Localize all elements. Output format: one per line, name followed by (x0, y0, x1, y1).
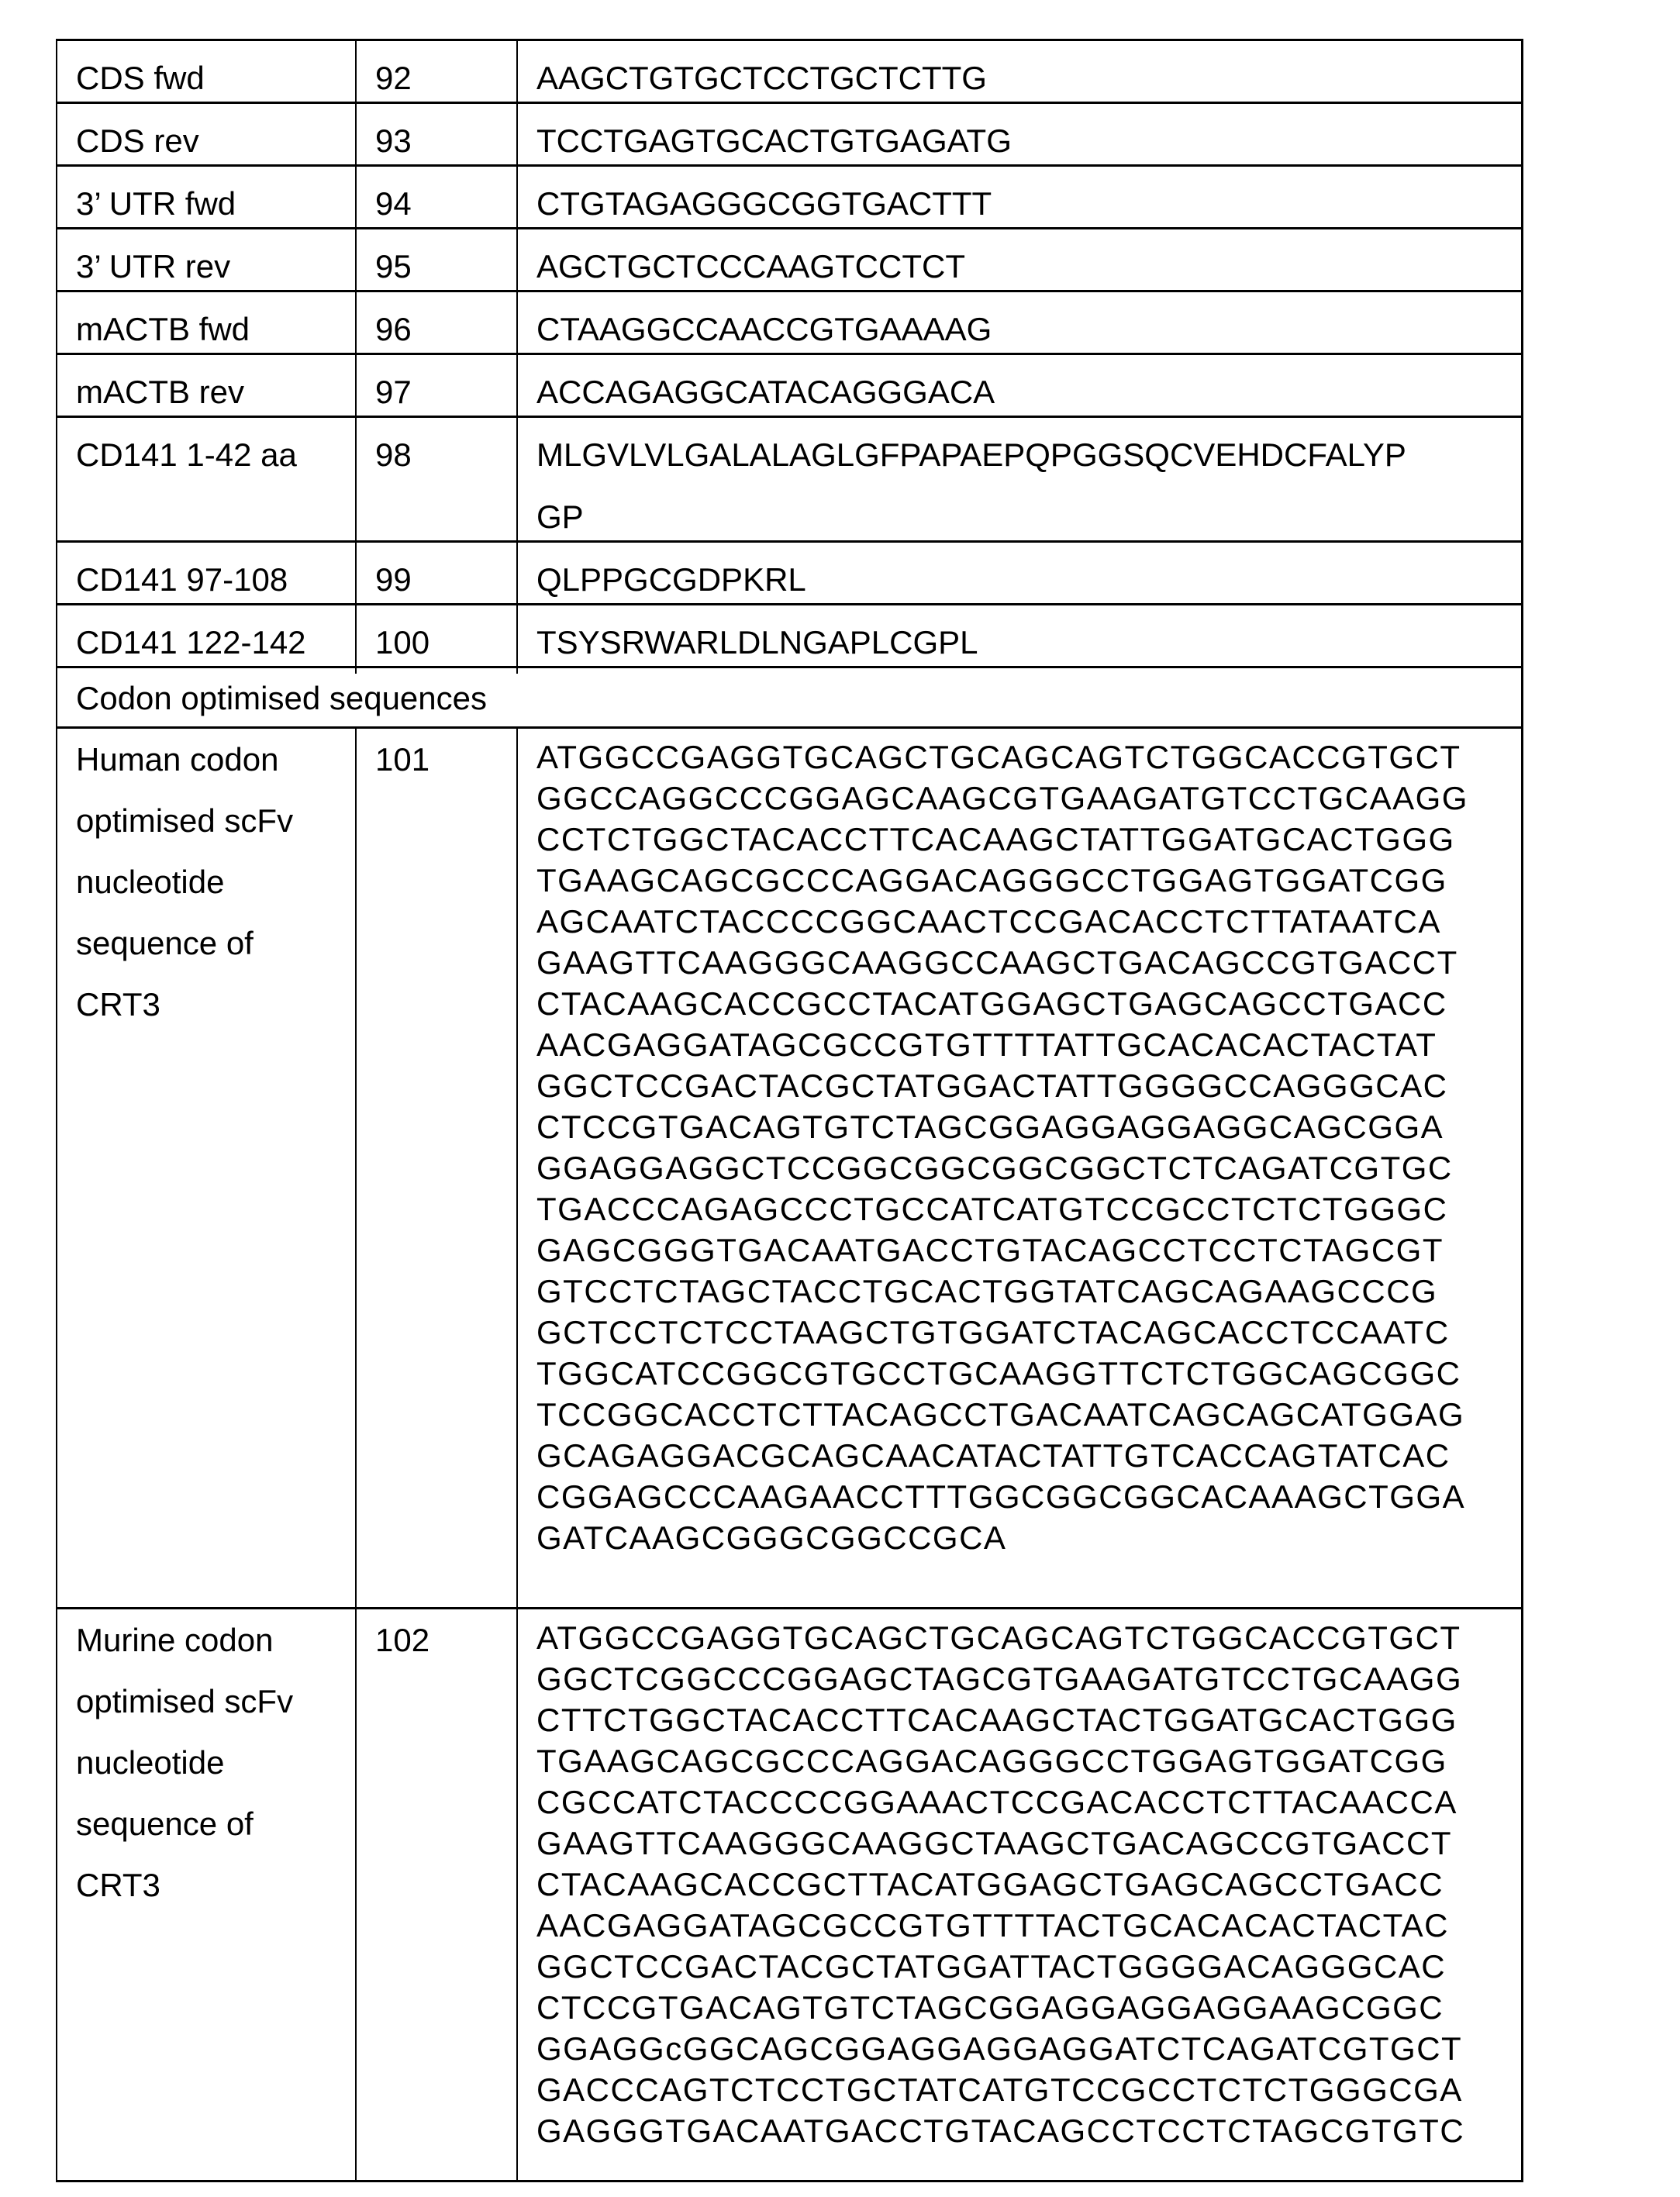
row-name (57, 729, 355, 1607)
sequence-line: GGCTCGGCCCGGAGCTAGCGTGAAGATGTCCTGCAAGG (536, 1658, 1521, 1699)
row-name-line: sequence of (76, 1793, 355, 1854)
sequence-line: GCAGAGGACGCAGCAACATACTATTGTCACCAGTATCAC (536, 1435, 1521, 1476)
sequence: AAGCTGTGCTCCTGCTCTTG (516, 41, 1521, 109)
sequence-line: TGGCATCCGGCGTGCCTGCAAGGTTCTCTGGCAGCGGC (536, 1353, 1521, 1394)
seq-id: 92 (355, 41, 516, 109)
table-row (57, 292, 1521, 355)
row-name-line: Murine codon (76, 1609, 355, 1671)
sequence-line: CCTCTGGCTACACCTTCACAAGCTATTGGATGCACTGGG (536, 819, 1521, 860)
row-name: 3’ UTR fwd (57, 167, 355, 235)
sequence-line: AGCAATCTACCCCGGCAACTCCGACACCTCTTATAATCA (536, 901, 1521, 942)
row-name-line: sequence of (76, 912, 355, 974)
seq-id: 98 (355, 418, 516, 548)
sequence-line: CTCCGTGACAGTGTCTAGCGGAGGAGGAGGCAGCGGA (536, 1106, 1521, 1147)
sequence-line: AACGAGGATAGCGCCGTGTTTTATTGCACACACTACTAT (536, 1024, 1521, 1065)
seq-id: 102 (355, 1609, 516, 2180)
sequence-line: GGAGGcGGCAGCGGAGGAGGAGGATCTCAGATCGTGCT (536, 2028, 1521, 2069)
seq-id: 93 (355, 104, 516, 172)
table-row (57, 355, 1521, 418)
row-name-line: nucleotide (76, 1732, 355, 1793)
table-row (57, 104, 1521, 167)
seq-id: 94 (355, 167, 516, 235)
section-header-row (57, 668, 1521, 729)
sequence-line: TGACCCAGAGCCCTGCCATCATGTCCGCCTCTCTGGGC (536, 1188, 1521, 1230)
sequence: CTAAGGCCAACCGTGAAAAG (516, 292, 1521, 360)
row-name: CDS rev (57, 104, 355, 172)
sequence-line: GGAGGAGGCTCCGGCGGCGGCGGCTCTCAGATCGTGC (536, 1147, 1521, 1188)
row-name: mACTB rev (57, 355, 355, 423)
sequence-line: CTTCTGGCTACACCTTCACAAGCTACTGGATGCACTGGG (536, 1699, 1521, 1740)
sequence-line: ATGGCCGAGGTGCAGCTGCAGCAGTCTGGCACCGTGCT (536, 736, 1521, 778)
table-row (57, 729, 1521, 1609)
sequence-line: GCTCCTCTCCTAAGCTGTGGATCTACAGCACCTCCAATC (536, 1312, 1521, 1353)
row-name: 3’ UTR rev (57, 229, 355, 298)
sequence: QLPPGCGDPKRL (516, 543, 1521, 611)
table-row (57, 543, 1521, 605)
sequence-line: AACGAGGATAGCGCCGTGTTTTACTGCACACACTACTAC (536, 1905, 1521, 1946)
section-header: Codon optimised sequences (57, 668, 1521, 726)
seq-id: 95 (355, 229, 516, 298)
seq-id: 101 (355, 729, 516, 1607)
table-row (57, 167, 1521, 229)
row-name: CD141 122-142 (57, 605, 355, 674)
table-row (57, 229, 1521, 292)
sequence-line: GAAGTTCAAGGGCAAGGCCAAGCTGACAGCCGTGACCT (536, 942, 1521, 983)
row-name: mACTB fwd (57, 292, 355, 360)
sequence (516, 729, 1521, 1607)
row-name: CDS fwd (57, 41, 355, 109)
sequence-line: GACCCAGTCTCCTGCTATCATGTCCGCCTCTCTGGGCGA (536, 2069, 1521, 2110)
sequence-line: GTCCTCTAGCTACCTGCACTGGTATCAGCAGAAGCCCG (536, 1271, 1521, 1312)
sequence-line: GGCTCCGACTACGCTATGGACTATTGGGGCCAGGGCAC (536, 1065, 1521, 1106)
row-name (57, 1609, 355, 2180)
sequence-line: CGGAGCCCAAGAACCTTTGGCGGCGGCACAAAGCTGGA (536, 1476, 1521, 1517)
sequence-line: GAGGGTGACAATGACCTGTACAGCCTCCTCTAGCGTGTC (536, 2110, 1521, 2151)
table-row (57, 41, 1521, 104)
row-name-line: optimised scFv (76, 790, 355, 851)
sequence-line: GGCTCCGACTACGCTATGGATTACTGGGGACAGGGCAC (536, 1946, 1521, 1987)
table-row (57, 418, 1521, 543)
row-name: CD141 1-42 aa (57, 418, 355, 548)
sequence-line: CGCCATCTACCCCGGAAACTCCGACACCTCTTACAACCA (536, 1781, 1521, 1823)
sequence-line: CTACAAGCACCGCTTACATGGAGCTGAGCAGCCTGACC (536, 1864, 1521, 1905)
row-name-line: nucleotide (76, 851, 355, 912)
sequence (516, 1609, 1521, 2180)
sequence-line: TGAAGCAGCGCCCAGGACAGGGCCTGGAGTGGATCGG (536, 860, 1521, 901)
sequence-line: GAAGTTCAAGGGCAAGGCTAAGCTGACAGCCGTGACCT (536, 1823, 1521, 1864)
sequence-line: GP (536, 486, 1521, 548)
sequence-line: MLGVLVLGALALAGLGFPAPAEPQPGGSQCVEHDCFALYP (536, 424, 1521, 486)
table-row (57, 605, 1521, 668)
sequence: AGCTGCTCCCAAGTCCTCT (516, 229, 1521, 298)
row-name-line: CRT3 (76, 1854, 355, 1916)
sequence-line: GATCAAGCGGGCGGCCGCA (536, 1517, 1521, 1558)
sequence: ACCAGAGGCATACAGGGACA (516, 355, 1521, 423)
sequence-line: ATGGCCGAGGTGCAGCTGCAGCAGTCTGGCACCGTGCT (536, 1617, 1521, 1658)
table-row (57, 1609, 1521, 2182)
sequence-table (56, 39, 1523, 2182)
sequence-line: TCCGGCACCTCTTACAGCCTGACAATCAGCAGCATGGAG (536, 1394, 1521, 1435)
row-name-line: optimised scFv (76, 1671, 355, 1732)
sequence: TSYSRWARLDLNGAPLCGPL (516, 605, 1521, 674)
sequence-line: CTACAAGCACCGCCTACATGGAGCTGAGCAGCCTGACC (536, 983, 1521, 1024)
seq-id: 97 (355, 355, 516, 423)
sequence: CTGTAGAGGGCGGTGACTTT (516, 167, 1521, 235)
row-name: CD141 97-108 (57, 543, 355, 611)
sequence-line: CTCCGTGACAGTGTCTAGCGGAGGAGGAGGAAGCGGC (536, 1987, 1521, 2028)
sequence: TCCTGAGTGCACTGTGAGATG (516, 104, 1521, 172)
sequence-line: GGCCAGGCCCGGAGCAAGCGTGAAGATGTCCTGCAAGG (536, 778, 1521, 819)
sequence-line: TGAAGCAGCGCCCAGGACAGGGCCTGGAGTGGATCGG (536, 1740, 1521, 1781)
sequence (516, 418, 1521, 548)
row-name-line: Human codon (76, 729, 355, 790)
seq-id: 96 (355, 292, 516, 360)
row-name-line: CRT3 (76, 974, 355, 1035)
sequence-line: GAGCGGGTGACAATGACCTGTACAGCCTCCTCTAGCGT (536, 1230, 1521, 1271)
seq-id: 100 (355, 605, 516, 674)
seq-id: 99 (355, 543, 516, 611)
